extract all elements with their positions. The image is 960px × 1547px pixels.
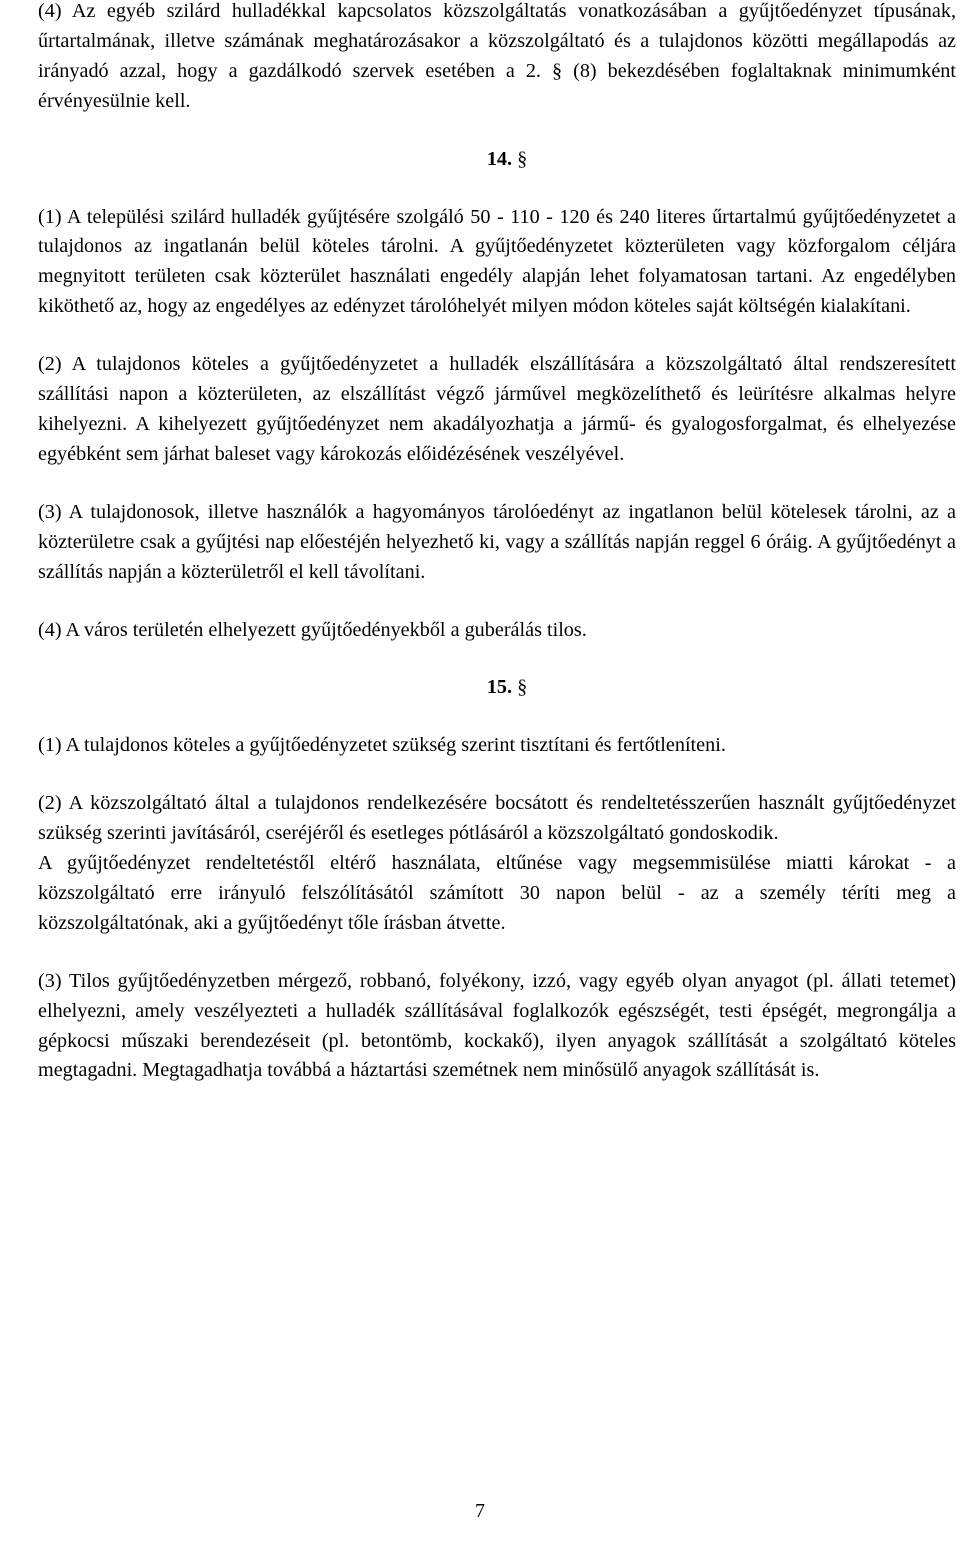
spacer <box>38 322 956 350</box>
paragraph-15-3: (3) Tilos gyűjtőedényzetben mérgező, robbanó, folyékony, izzó, vagy egyéb olyan anyagot (pl. állati tetemet) elhelyezni, amely veszélyezteti a hulladék szállításával foglalkozók egészségét, testi épségét, megrongálja a gépkocsi műszaki berendezéseit (pl. betontömb, kockakő), ilyen anyagok szállítását a szolgáltató köteles megtagadni. Megtagadhatja továbbá a háztartási szemétnek nem minősülő anyagok szállítását is. <box>38 969 956 1082</box>
spacer <box>38 703 956 731</box>
page-number: 7 <box>475 1500 485 1522</box>
document-page <box>38 0 956 1086</box>
paragraph-14-4: (4) A város területén elhelyezett gyűjtőedényekből a guberálás tilos. <box>38 618 587 641</box>
spacer <box>38 588 956 616</box>
spacer <box>38 761 956 789</box>
paragraph-15-2-continued: A gyűjtőedényzet rendeltetéstől eltérő használata, eltűnése vagy megsemmisülése miatti károkat - a közszolgáltató erre irányuló felszólításától számított 30 napon belül - az a személy téríti meg a közszolgáltatónak, aki a gyűjtőedényt tőle írásban átvette. <box>38 852 956 934</box>
spacer <box>38 645 956 673</box>
section-sign: § <box>517 147 528 170</box>
paragraph-14-3: (3) A tulajdonosok, illetve használók a hagyományos tárolóedényt az ingatlanon belül kötelesek tárolni, az a közterületre csak a gyűjtési nap előestéjén helyezhető ki, vagy a szállítás napján reggel 6 óráig. A gyűjtőedényt a szállítás napján a közterületről el kell távolítani. <box>38 500 956 583</box>
section-number: 15. <box>486 676 513 699</box>
spacer <box>38 117 956 145</box>
paragraph-15-2: (2) A közszolgáltató által a tulajdonos rendelkezésére bocsátott és rendeltetésszerűen használt gyűjtőedényzet szükség szerinti javításáról, cseréjéről és esetleges pótlásáról a közszolgáltató gondoskodik. <box>38 792 956 845</box>
section-number: 14. <box>486 147 513 170</box>
paragraph-14-2: (2) A tulajdonos köteles a gyűjtőedényzetet a hulladék elszállítására a közszolgáltató által rendszeresített szállítási napon a közterületen, az elszállítást végző járművel megközelíthető és leürítésre alkalmas helyre kihelyezni. A kihelyezett gyűjtőedényzet nem akadályozhatja a jármű- és gyalogosforgalmat, és elhelyezése egyébként sem járhat baleset vagy károkozás előidézésének veszélyével. <box>38 353 956 465</box>
spacer <box>38 470 956 498</box>
section-sign: § <box>517 676 528 699</box>
paragraph-14-1: (1) A települési szilárd hulladék gyűjtésére szolgáló 50 - 110 - 120 és 240 literes űrtartalmú gyűjtőedényzetet a tulajdonos az ingatlanán belül köteles tárolni. A gyűjtőedényzetet közterületen vagy közforgalom céljára megnyitott területen csak közterület használati engedély alapján lehet folyamatosan tartani. Az engedélyben kiköthető az, hogy az engedélyes az edényzet tárolóhelyét milyen módon köteles saját költségén kialakítani. <box>38 205 956 318</box>
paragraph-15-1: (1) A tulajdonos köteles a gyűjtőedényzetet szükség szerint tisztítani és fertőtleníteni. <box>38 734 726 757</box>
spacer <box>38 175 956 203</box>
section-heading-15 <box>38 673 956 703</box>
paragraph-13-4: (4) Az egyéb szilárd hulladékkal kapcsolatos közszolgáltatás vonatkozásában a gyűjtőedényzet típusának, űrtartalmának, illetve számának meghatározásakor a közszolgáltató és a tulajdonos közötti megállapodás az irányadó azzal, hogy a gazdálkodó szervek esetében a 2. § (8) bekezdésében foglaltaknak minimumként érvényesülnie kell. <box>38 0 956 112</box>
section-heading-14 <box>38 145 956 175</box>
spacer <box>38 939 956 967</box>
